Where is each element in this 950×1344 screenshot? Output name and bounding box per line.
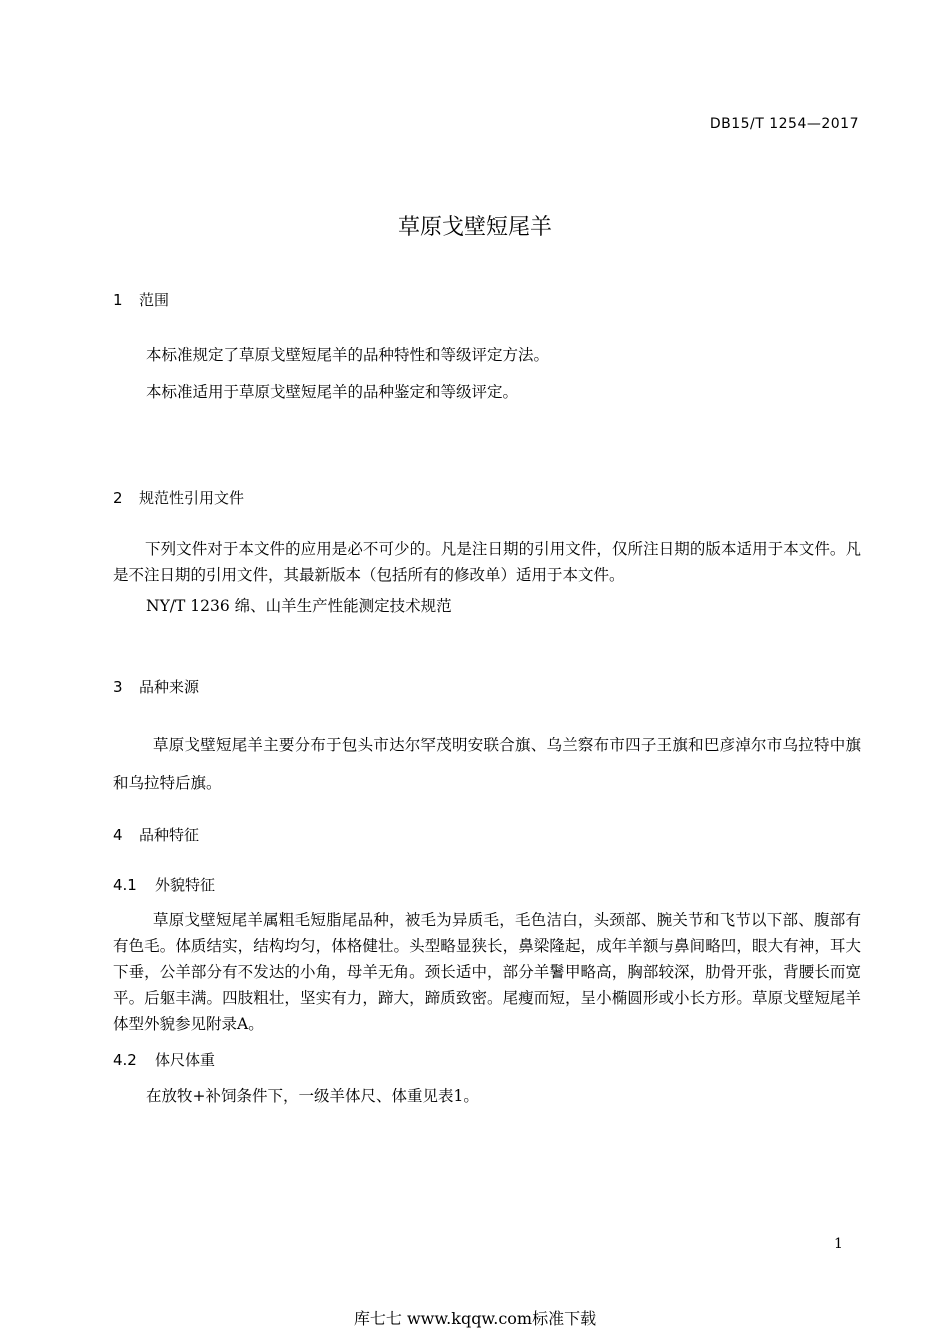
document-code: DB15/T 1254—2017 bbox=[709, 116, 859, 132]
section-1-title: 范围 bbox=[139, 291, 170, 309]
section-3-number: 3 bbox=[113, 678, 123, 696]
section-4-2-number: 4.2 bbox=[113, 1051, 137, 1069]
section-1-heading bbox=[113, 289, 169, 310]
section-2-title: 规范性引用文件 bbox=[139, 489, 245, 507]
section-1-paragraph-1: 本标准规定了草原戈壁短尾羊的品种特性和等级评定方法。 bbox=[146, 346, 550, 364]
section-2-number: 2 bbox=[113, 489, 123, 507]
document-title: 草原戈壁短尾羊 bbox=[397, 215, 552, 240]
section-4-2-title: 体尺体重 bbox=[155, 1051, 216, 1069]
section-4-2-heading bbox=[113, 1049, 215, 1070]
section-2-paragraph-1: 下列文件对于本文件的应用是必不可少的。凡是注日期的引用文件，仅所注日期的版本适用于本文件。凡是不注日期的引用文件，其最新版本（包括所有的修改单）适用于本文件。 bbox=[113, 540, 861, 584]
normative-reference: NY/T 1236 绵、山羊生产性能测定技术规范 bbox=[146, 597, 452, 615]
section-2-heading bbox=[113, 487, 244, 508]
section-1-paragraph-2: 本标准适用于草原戈壁短尾羊的品种鉴定和等级评定。 bbox=[146, 383, 519, 401]
section-3-paragraph-1: 草原戈壁短尾羊主要分布于包头市达尔罕茂明安联合旗、乌兰察布市四子王旗和巴彦淖尔市乌拉特中旗和乌拉特后旗。 bbox=[113, 736, 861, 792]
section-4-heading bbox=[113, 824, 199, 845]
section-4-1-paragraph-1: 草原戈壁短尾羊属粗毛短脂尾品种，被毛为异质毛，毛色洁白，头颈部、腕关节和飞节以下部、腹部有有色毛。体质结实，结构均匀，体格健壮。头型略显狭长，鼻梁隆起，成年羊额与鼻间略凹，眼大有神，耳大下垂，公羊部分有不发达的小角，母羊无角。颈长适中，部分羊鬐甲略高，胸部较深，肋骨开张，背腰长而宽平。后躯丰满。四肢粗壮，坚实有力，蹄大，蹄质致密。尾瘦而短，呈小椭圆形或小长方形。草原戈壁短尾羊体型外貌参见附录A。 bbox=[113, 911, 861, 1033]
section-4-title: 品种特征 bbox=[139, 826, 200, 844]
section-4-1-number: 4.1 bbox=[113, 876, 137, 894]
section-3-heading bbox=[113, 676, 199, 697]
section-4-1-title: 外貌特征 bbox=[155, 876, 216, 894]
footer-watermark-text: 库七七 www.kqqw.com标准下载 bbox=[353, 1309, 597, 1328]
page-number: 1 bbox=[834, 1236, 843, 1252]
section-3-title: 品种来源 bbox=[139, 678, 200, 696]
section-4-1-heading bbox=[113, 874, 215, 895]
section-4-number: 4 bbox=[113, 826, 123, 844]
section-1-number: 1 bbox=[113, 291, 123, 309]
section-4-2-paragraph-1: 在放牧+补饲条件下，一级羊体尺、体重见表1。 bbox=[146, 1087, 479, 1105]
